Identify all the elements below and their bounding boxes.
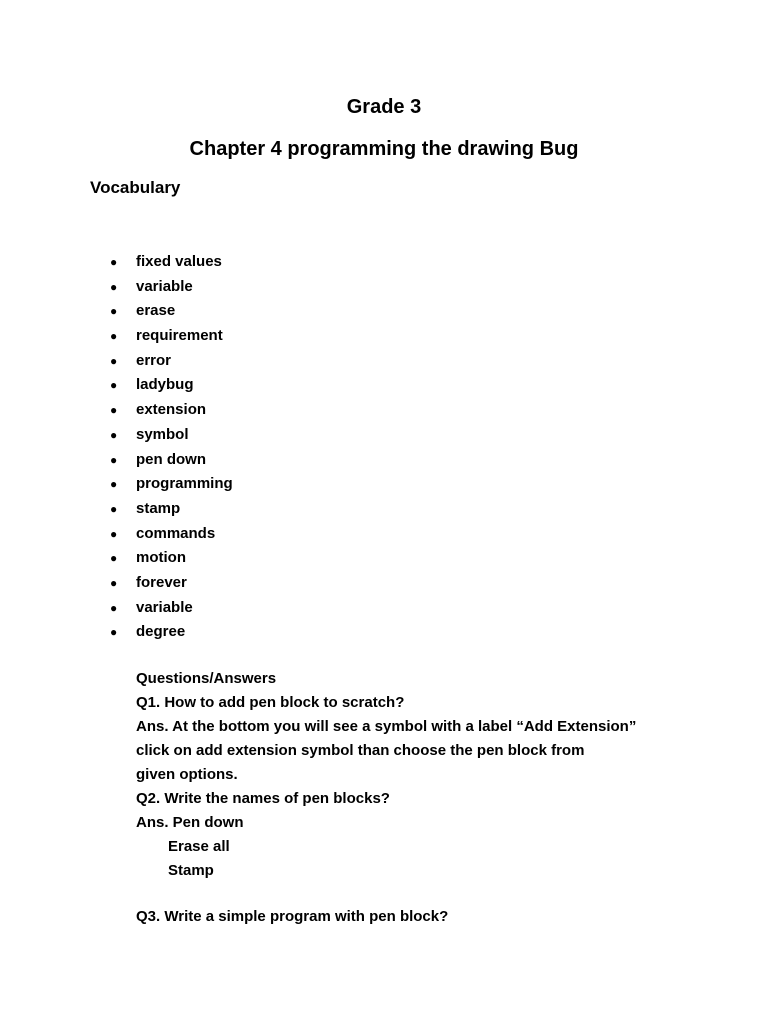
vocabulary-term: error — [136, 351, 172, 369]
bullet-icon: ● — [110, 304, 118, 319]
list-item — [110, 301, 233, 326]
answer-1-line-1: Ans. At the bottom you will see a symbol with a label “Add Extension” — [136, 718, 637, 735]
list-item — [110, 375, 233, 400]
question-2: Q2. Write the names of pen blocks? — [136, 790, 390, 807]
question-1: Q1. How to add pen block to scratch? — [136, 694, 405, 711]
bullet-icon: ● — [110, 477, 118, 492]
vocabulary-term: motion — [136, 549, 186, 567]
list-item — [110, 425, 233, 450]
bullet-icon: ● — [110, 575, 118, 590]
vocabulary-term: forever — [136, 573, 187, 591]
vocabulary-term: commands — [136, 524, 216, 542]
bullet-icon: ● — [110, 452, 118, 467]
vocabulary-term: degree — [136, 623, 186, 641]
list-item — [110, 326, 233, 351]
bullet-icon: ● — [110, 625, 118, 640]
question-3: Q3. Write a simple program with pen block? — [136, 908, 449, 925]
spacer — [136, 885, 736, 907]
answer-2-line-1: Ans. Pen down — [136, 814, 244, 831]
bullet-icon: ● — [110, 403, 118, 418]
vocabulary-term: symbol — [136, 425, 189, 443]
bullet-icon: ● — [110, 427, 118, 442]
vocabulary-term: requirement — [136, 327, 223, 345]
vocabulary-term: pen down — [136, 450, 206, 468]
bullet-icon: ● — [110, 329, 118, 344]
vocabulary-heading: Vocabulary — [90, 178, 181, 197]
list-item — [110, 450, 233, 475]
answer-1-line-3: given options. — [136, 766, 238, 783]
vocabulary-term: programming — [136, 475, 233, 493]
answer-1-line-2: click on add extension symbol than choose the pen block from — [136, 742, 585, 759]
grade-title: Grade 3 — [346, 96, 422, 118]
vocabulary-term: variable — [136, 598, 193, 616]
vocabulary-list — [110, 252, 233, 647]
list-item — [110, 351, 233, 376]
list-item — [110, 400, 233, 425]
answer-2-line-2: Erase all — [168, 838, 230, 855]
chapter-title: Chapter 4 programming the drawing Bug — [189, 138, 579, 160]
vocabulary-term: variable — [136, 277, 193, 295]
list-item — [110, 499, 233, 524]
list-item — [110, 474, 233, 499]
vocabulary-term: fixed values — [136, 253, 222, 270]
bullet-icon: ● — [110, 255, 118, 269]
bullet-icon: ● — [110, 378, 118, 393]
bullet-icon: ● — [110, 551, 118, 566]
list-item — [110, 598, 233, 623]
questions-answers-section — [136, 669, 736, 931]
bullet-icon: ● — [110, 279, 118, 294]
bullet-icon: ● — [110, 600, 118, 615]
answer-2-line-3: Stamp — [168, 862, 214, 879]
qa-heading: Questions/Answers — [136, 670, 277, 687]
list-item — [110, 524, 233, 549]
bullet-icon: ● — [110, 353, 118, 368]
bullet-icon: ● — [110, 501, 118, 516]
vocabulary-term: stamp — [136, 499, 181, 517]
vocabulary-term: extension — [136, 401, 207, 419]
list-item — [110, 252, 233, 277]
list-item — [110, 277, 233, 302]
list-item — [110, 622, 233, 647]
vocabulary-term: ladybug — [136, 376, 194, 394]
bullet-icon: ● — [110, 526, 118, 541]
vocabulary-term: erase — [136, 302, 176, 320]
list-item — [110, 573, 233, 598]
list-item — [110, 548, 233, 573]
